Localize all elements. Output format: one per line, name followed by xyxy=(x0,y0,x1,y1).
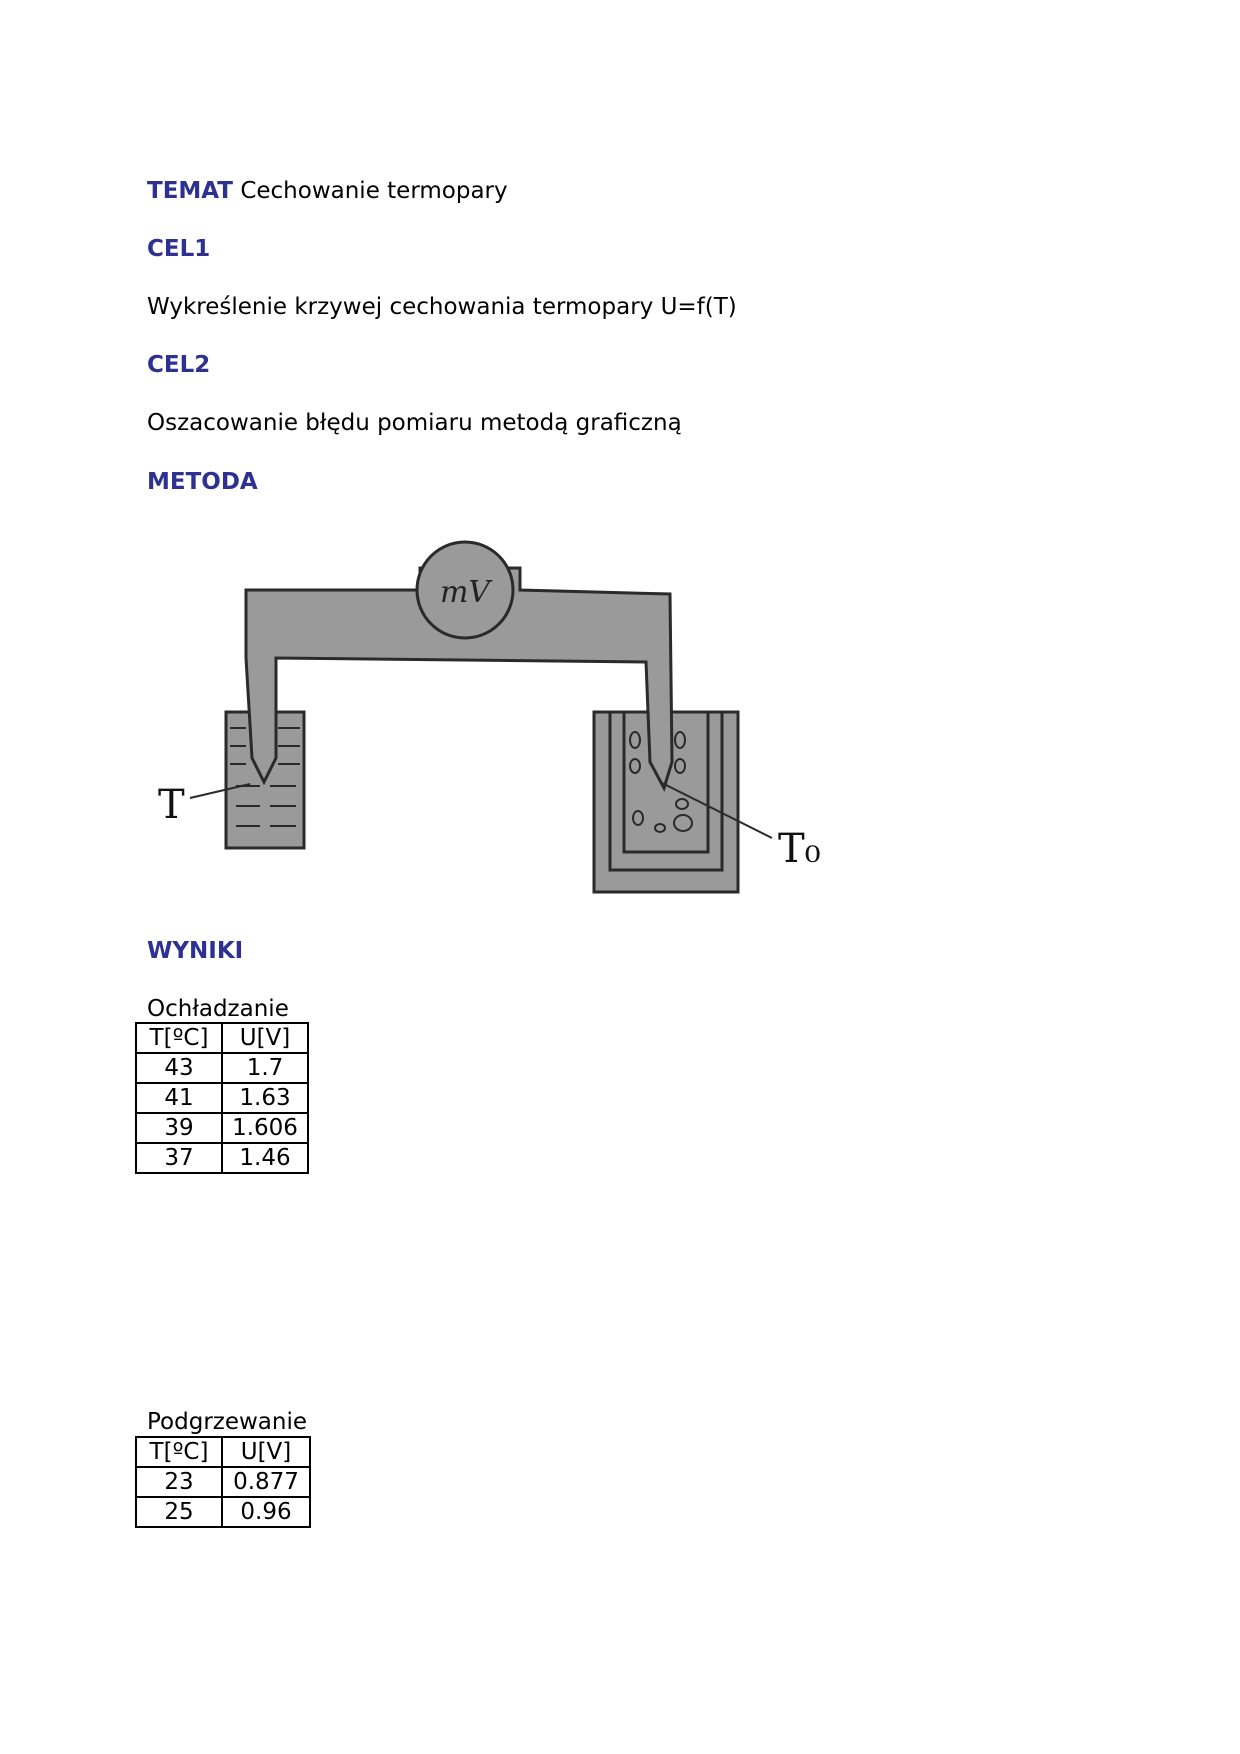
goal2-text: Oszacowanie błędu pomiaru metodą graficzną xyxy=(147,410,682,436)
table-row xyxy=(136,1113,308,1143)
meter-label: mV xyxy=(439,575,491,610)
cell-voltage: 1.63 xyxy=(222,1083,308,1113)
thermocouple-diagram xyxy=(150,540,870,910)
goal1-heading: CEL1 xyxy=(147,236,211,262)
table-row xyxy=(136,1053,308,1083)
topic-label: TEMAT xyxy=(147,178,233,204)
table-header-row xyxy=(136,1437,310,1467)
cell-voltage: 1.46 xyxy=(222,1143,308,1173)
cell-voltage: 0.877 xyxy=(222,1467,310,1497)
table-row xyxy=(136,1083,308,1113)
cell-voltage: 0.96 xyxy=(222,1497,310,1527)
cell-temperature: 25 xyxy=(136,1497,222,1527)
cell-temperature: 23 xyxy=(136,1467,222,1497)
table-row xyxy=(136,1143,308,1173)
right-temperature-label: T₀ xyxy=(778,826,821,872)
header-voltage: U[V] xyxy=(222,1023,308,1053)
goal1-text: Wykreślenie krzywej cechowania termopary U=f(T) xyxy=(147,294,737,320)
header-temperature: T[ºC] xyxy=(136,1437,222,1467)
topic-line xyxy=(147,176,508,206)
cell-voltage: 1.7 xyxy=(222,1053,308,1083)
cooling-caption: Ochładzanie xyxy=(147,996,289,1022)
table-row xyxy=(136,1497,310,1527)
method-heading: METODA xyxy=(147,469,258,495)
cooling-table xyxy=(135,1022,309,1174)
heating-caption: Podgrzewanie xyxy=(147,1409,308,1435)
cell-voltage: 1.606 xyxy=(222,1113,308,1143)
table-header-row xyxy=(136,1023,308,1053)
cell-temperature: 43 xyxy=(136,1053,222,1083)
cell-temperature: 39 xyxy=(136,1113,222,1143)
topic-text: Cechowanie termopary xyxy=(240,178,508,204)
results-heading: WYNIKI xyxy=(147,938,244,964)
header-temperature: T[ºC] xyxy=(136,1023,222,1053)
goal2-heading: CEL2 xyxy=(147,352,211,378)
left-temperature-label: T xyxy=(158,782,185,828)
cell-temperature: 41 xyxy=(136,1083,222,1113)
heating-table xyxy=(135,1436,311,1528)
table-row xyxy=(136,1467,310,1497)
header-voltage: U[V] xyxy=(222,1437,310,1467)
cell-temperature: 37 xyxy=(136,1143,222,1173)
